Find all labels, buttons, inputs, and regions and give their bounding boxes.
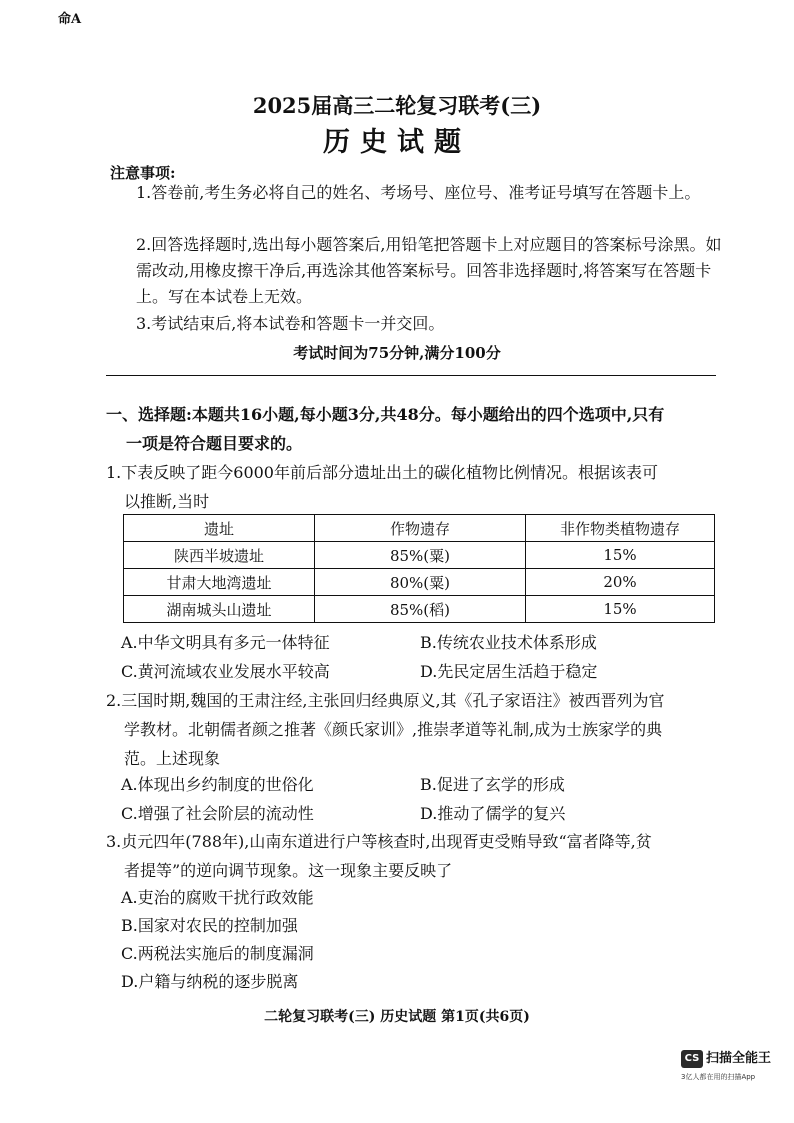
- table-cell: 85%(稻): [315, 596, 526, 623]
- table-cell: 15%: [526, 596, 715, 623]
- table-cell: 湖南城头山遗址: [124, 596, 315, 623]
- q1-option-a: A.中华文明具有多元一体特征: [121, 633, 330, 652]
- q1-stem-line2: 以推断,当时: [124, 492, 210, 511]
- q3-stem-line1: 3.贞元四年(788年),山南东道进行户等核查时,出现胥吏受贿导致“富者降等,贫: [106, 832, 652, 851]
- q3-option-a: A.吏治的腐败干扰行政效能: [121, 888, 314, 907]
- table-row: [124, 569, 715, 596]
- q1-option-b: B.传统农业技术体系形成: [420, 633, 597, 652]
- q3-stem-line2: 者提等”的逆向调节现象。这一现象主要反映了: [124, 861, 453, 880]
- q2-option-c: C.增强了社会阶层的流动性: [121, 804, 314, 823]
- plant-remains-table: [123, 514, 715, 623]
- question-2-stem: [106, 686, 721, 773]
- table-cell: 15%: [526, 542, 715, 569]
- notice-item-1: 1.答卷前,考生务必将自己的姓名、考场号、座位号、准考证号填写在答题卡上。: [136, 183, 701, 202]
- table-cell: 80%(粟): [315, 569, 526, 596]
- scanner-tagline: 3亿人都在用的扫描App: [681, 1073, 756, 1081]
- scanner-logo-icon: CS: [681, 1050, 703, 1068]
- question-3-stem: [106, 827, 721, 885]
- table-header-cell: 作物遗存: [315, 515, 526, 542]
- notice-heading: 注意事项:: [110, 164, 176, 182]
- paper-code-mark: 命A: [58, 12, 82, 27]
- notice-item-2: 2.回答选择题时,选出每小题答案后,用铅笔把答题卡上对应题目的答案标号涂黑。如需改动,用橡皮擦干净后,再选涂其他答案标号。回答非选择题时,将答案写在答题卡上。写在本试卷上无效。: [136, 235, 722, 306]
- q2-option-a: A.体现出乡约制度的世俗化: [121, 775, 314, 794]
- table-header-cell: 遗址: [124, 515, 315, 542]
- table-cell: 甘肃大地湾遗址: [124, 569, 315, 596]
- section-heading-line2: 一项是符合题目要求的。: [126, 434, 303, 453]
- table-header-row: [124, 515, 715, 542]
- q2-stem-line2: 学教材。北朝儒者颜之推著《颜氏家训》,推崇孝道等礼制,成为士族家学的典: [124, 720, 663, 739]
- page-footer: 二轮复习联考(三) 历史试题 第1页(共6页): [264, 1009, 530, 1025]
- section-heading-line1: 一、选择题:本题共16小题,每小题3分,共48分。每小题给出的四个选项中,只有: [106, 405, 665, 424]
- question-1-stem: [106, 458, 721, 516]
- q2-option-d: D.推动了儒学的复兴: [420, 804, 566, 823]
- table-header-cell: 非作物类植物遗存: [526, 515, 715, 542]
- table-cell: 陕西半坡遗址: [124, 542, 315, 569]
- subject-title: 历史试题: [323, 127, 471, 158]
- q3-option-b: B.国家对农民的控制加强: [121, 916, 298, 935]
- q1-option-c: C.黄河流域农业发展水平较高: [121, 662, 330, 681]
- divider-line: [106, 375, 716, 376]
- q1-stem-line1: 1.下表反映了距今6000年前后部分遗址出土的碳化植物比例情况。根据该表可: [106, 463, 658, 482]
- scanner-app-name: 扫描全能王: [706, 1051, 772, 1066]
- exam-time-info: 考试时间为75分钟,满分100分: [293, 344, 501, 362]
- q2-stem-line3: 范。上述现象: [124, 749, 221, 768]
- q2-option-b: B.促进了玄学的形成: [420, 775, 565, 794]
- q3-option-d: D.户籍与纳税的逐步脱离: [121, 972, 299, 991]
- table-cell: 20%: [526, 569, 715, 596]
- q1-option-d: D.先民定居生活趋于稳定: [420, 662, 598, 681]
- q3-option-c: C.两税法实施后的制度漏洞: [121, 944, 314, 963]
- notice-item-3: 3.考试结束后,将本试卷和答题卡一并交回。: [136, 314, 445, 333]
- table-cell: 85%(粟): [315, 542, 526, 569]
- table-row: [124, 542, 715, 569]
- table-row: [124, 596, 715, 623]
- section-heading: [106, 400, 721, 458]
- exam-title: 2025届高三二轮复习联考(三): [252, 93, 542, 118]
- q2-stem-line1: 2.三国时期,魏国的王肃注经,主张回归经典原义,其《孔子家语注》被西晋列为官: [106, 691, 665, 710]
